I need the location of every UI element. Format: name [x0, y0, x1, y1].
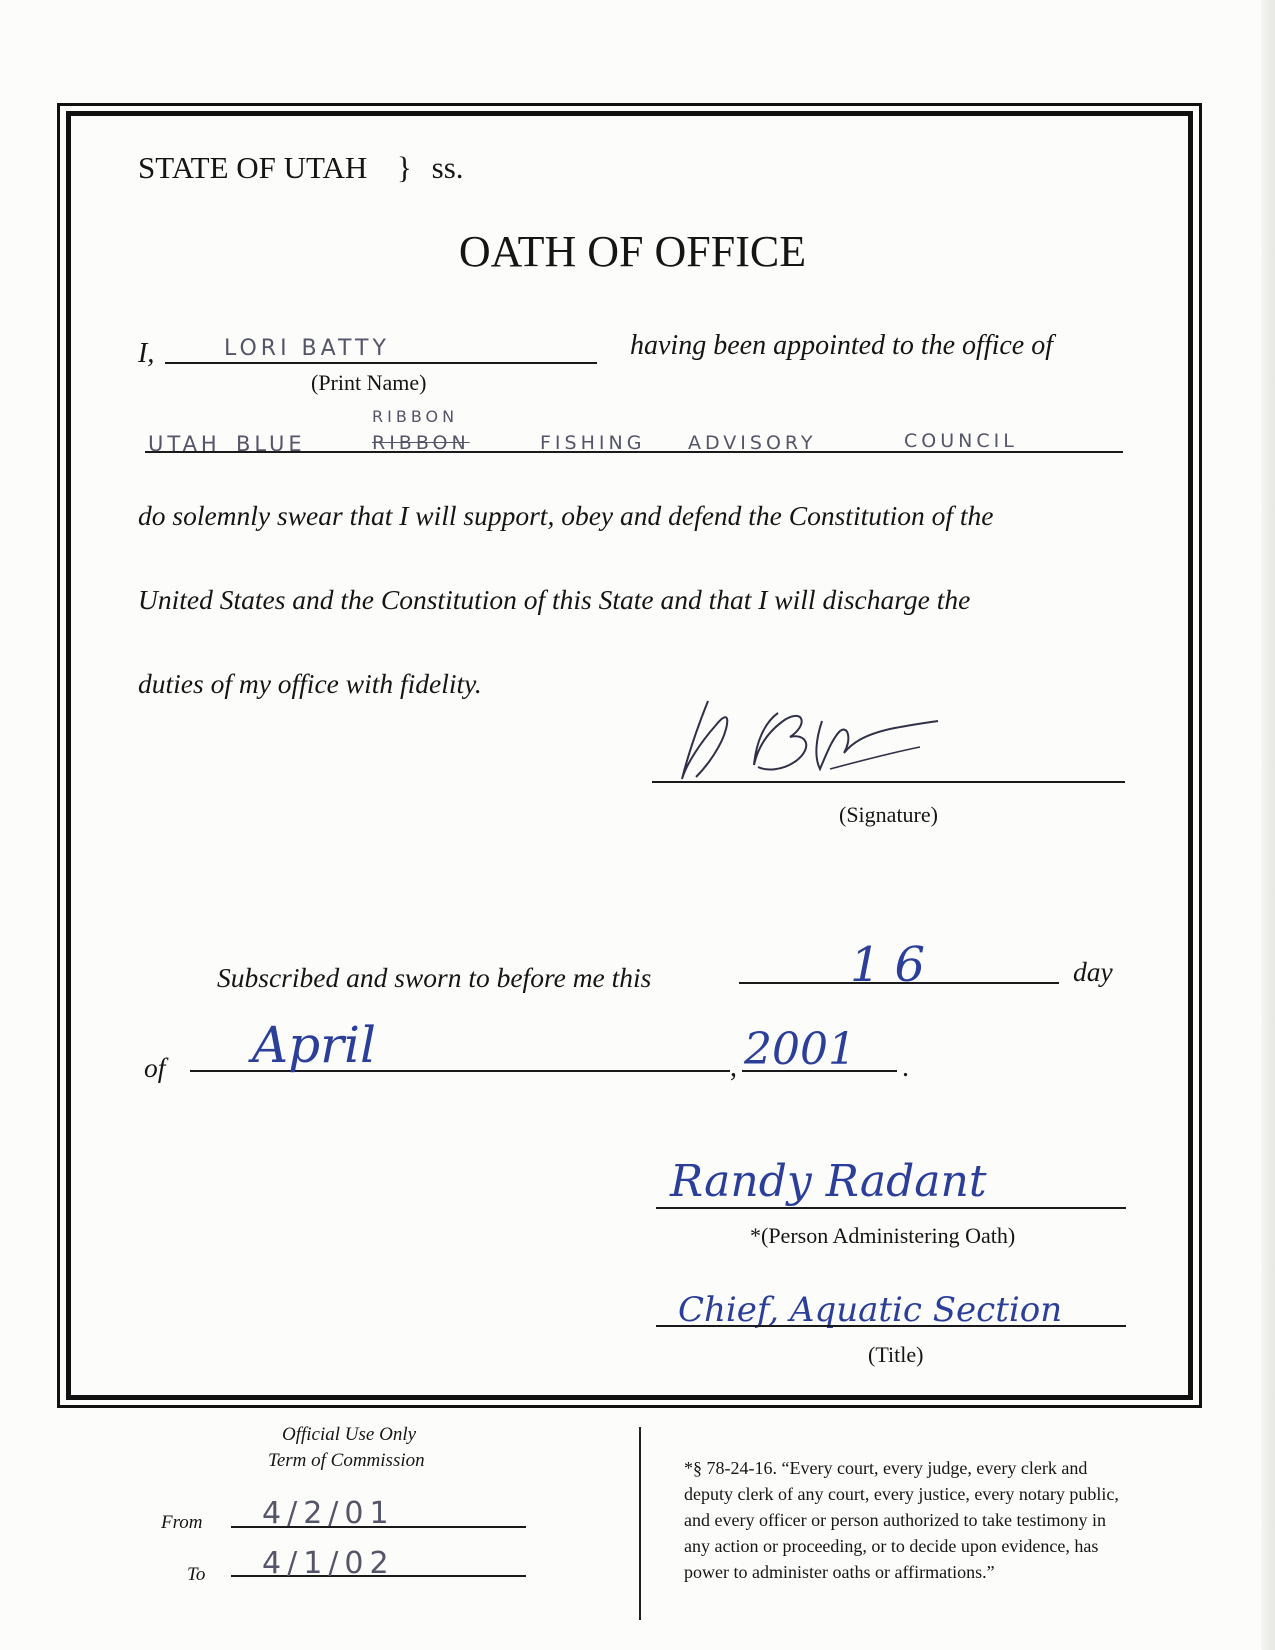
official-use-heading: Official Use Only — [282, 1424, 417, 1445]
oath-line-3: duties of my office with fidelity. — [138, 668, 482, 699]
handwritten-print-name: LORI BATTY — [224, 336, 390, 361]
oath-line-2: United States and the Constitution of this State and that I will discharge the — [138, 584, 971, 615]
handwritten-day: 16 — [850, 937, 940, 993]
office-word-blue: BLUE — [236, 432, 306, 456]
handwritten-month: April — [252, 1016, 376, 1074]
statute-line: deputy clerk of any court, every justice, every notary public, — [684, 1484, 1119, 1504]
of-label: of — [144, 1052, 166, 1083]
term-to-date: 4/1/02 — [262, 1546, 395, 1581]
office-word-advisory: ADVISORY — [688, 432, 817, 454]
handwritten-year: 2001 — [744, 1024, 856, 1075]
print-name-line — [165, 362, 597, 364]
office-word-council: COUNCIL — [904, 430, 1018, 452]
statute-line: any action or proceeding, or to decide upon evidence, has — [684, 1536, 1099, 1556]
day-label: day — [1073, 956, 1113, 987]
subscribed-text: Subscribed and sworn to before me this — [217, 962, 652, 993]
print-name-label: (Print Name) — [311, 370, 427, 395]
footer-divider — [639, 1427, 641, 1620]
office-word-struck-ribbon: RIBBON — [372, 432, 470, 454]
term-heading: Term of Commission — [268, 1450, 425, 1471]
from-label: From — [161, 1512, 203, 1533]
administrator-line — [656, 1207, 1126, 1209]
office-inserted-word: RIBBON — [372, 407, 459, 426]
administrator-signature: Randy Radant — [670, 1156, 987, 1207]
administrator-label: *(Person Administering Oath) — [750, 1223, 1016, 1248]
appointed-text: having been appointed to the office of — [630, 330, 1054, 361]
i-prefix: I, — [138, 338, 155, 369]
oath-line-1: do solemnly swear that I will support, obey and defend the Constitution of the — [138, 500, 994, 531]
year-comma: , — [730, 1052, 737, 1083]
office-word-fishing: FISHING — [540, 432, 646, 454]
title-label: (Title) — [868, 1342, 924, 1367]
year-period: . — [902, 1052, 909, 1083]
state-line — [138, 150, 464, 186]
statute-line: *§ 78-24-16. “Every court, every judge, every clerk and — [684, 1458, 1088, 1478]
title-line — [656, 1325, 1126, 1327]
document-title: OATH OF OFFICE — [458, 227, 807, 276]
statute-line: and every officer or person authorized to take testimony in — [684, 1510, 1107, 1530]
administrator-title: Chief, Aquatic Section — [678, 1290, 1063, 1330]
term-from-date: 4/2/01 — [262, 1496, 395, 1531]
statute-text — [684, 1455, 1119, 1585]
state-brace: } — [397, 150, 412, 185]
statute-line: power to administer oaths or affirmations.” — [684, 1562, 995, 1582]
state-name: STATE OF UTAH — [138, 150, 368, 185]
state-ss: ss. — [431, 150, 464, 185]
signature-label: (Signature) — [839, 802, 938, 827]
signature-line — [652, 781, 1125, 783]
to-label: To — [187, 1564, 206, 1585]
office-word-utah: UTAH — [148, 432, 221, 456]
oath-taker-signature — [660, 695, 990, 795]
